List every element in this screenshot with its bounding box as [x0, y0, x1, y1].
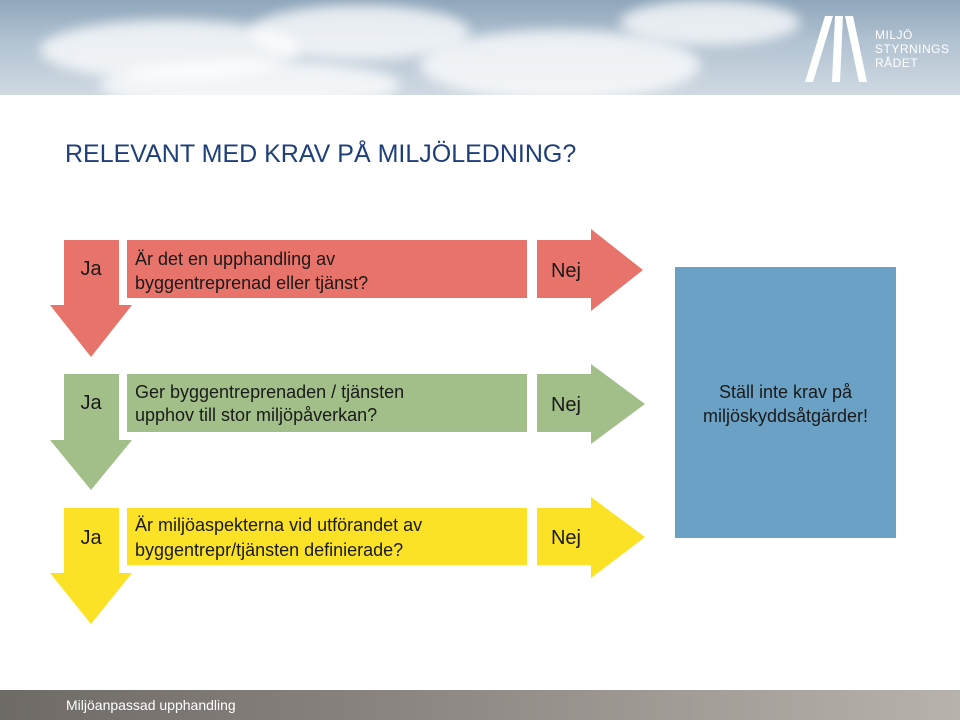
step-3-yes-label: Ja	[80, 527, 102, 549]
step-3-yes-arrow	[50, 508, 132, 624]
logo-line-1: MILJÖ	[875, 28, 913, 42]
logo-line-2: STYRNINGS	[875, 42, 950, 56]
step-1-question-line-1: Är det en upphandling av	[135, 249, 336, 269]
step-3-question-line-1: Är miljöaspekterna vid utförandet av	[135, 515, 423, 535]
step-2-yes-label: Ja	[80, 392, 102, 414]
logo-line-3: RÅDET	[875, 56, 919, 70]
step-3-question-line-2: byggentrepr/tjänsten definierade?	[135, 540, 404, 560]
step-2-question-line-1: Ger byggentreprenaden / tjänsten	[135, 382, 405, 402]
result-line-2: miljöskyddsåtgärder!	[702, 406, 869, 426]
result-line-1: Ställ inte krav på	[718, 382, 853, 402]
page-title: RELEVANT MED KRAV PÅ MILJÖLEDNING?	[65, 140, 577, 168]
step-2-question-line-2: upphov till stor miljöpåverkan?	[135, 405, 378, 425]
step-3-no-label: Nej	[550, 527, 581, 549]
step-1-no-label: Nej	[550, 260, 581, 282]
footer-label: Miljöanpassad upphandling	[66, 697, 236, 713]
step-1-question-line-2: byggentreprenad eller tjänst?	[135, 273, 369, 293]
step-1-yes-label: Ja	[80, 258, 102, 280]
step-2-no-label: Nej	[550, 394, 581, 416]
